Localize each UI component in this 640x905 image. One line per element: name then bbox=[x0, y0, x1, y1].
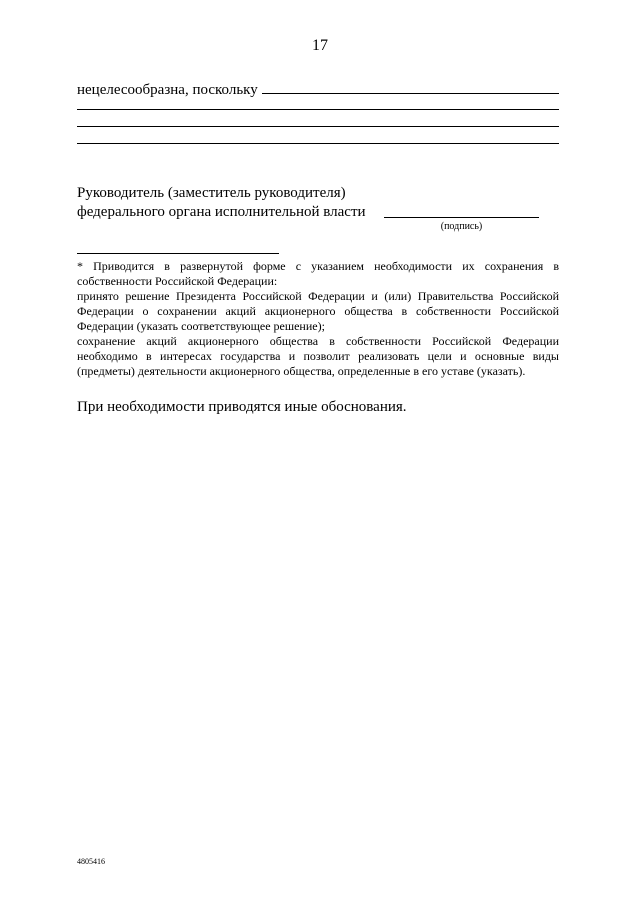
footnote-paragraph: сохранение акций акционерного общества в собственности Российской Федерации необходимо в интересах государства и позволит реализовать цели и основные виды (предметы) деятельности акционерного общества, определенные в его уставе (указать). bbox=[77, 334, 559, 378]
blank-line-1 bbox=[77, 109, 559, 110]
signatory-title-line2: федерального органа исполнительной власти bbox=[77, 204, 366, 220]
blank-line-3 bbox=[77, 143, 559, 144]
footnotes bbox=[77, 259, 559, 379]
signature-caption: (подпись) bbox=[440, 221, 483, 232]
footnote-paragraph: * Приводится в развернутой форме с указанием необходимости их сохранения в собственности Российской Федерации: bbox=[77, 259, 559, 288]
footnote-separator bbox=[77, 253, 279, 254]
justification-label: нецелесообразна, поскольку bbox=[77, 82, 258, 98]
additional-note: При необходимости приводятся иные обоснования. bbox=[77, 399, 407, 415]
signatory-block bbox=[77, 184, 366, 222]
document-code: 4805416 bbox=[77, 857, 105, 866]
justification-line bbox=[77, 80, 559, 99]
footnote-paragraph: принято решение Президента Российской Федерации и (или) Правительства Российской Федерации о сохранении акций акционерного общества в собственности Российской Федерации (указать соответствующее решение); bbox=[77, 289, 559, 333]
justification-fill-line bbox=[262, 80, 559, 94]
signatory-title-line1: Руководитель (заместитель руководителя) bbox=[77, 185, 346, 201]
page-number: 17 bbox=[312, 37, 328, 54]
blank-line-2 bbox=[77, 126, 559, 127]
signature-line bbox=[384, 217, 539, 218]
